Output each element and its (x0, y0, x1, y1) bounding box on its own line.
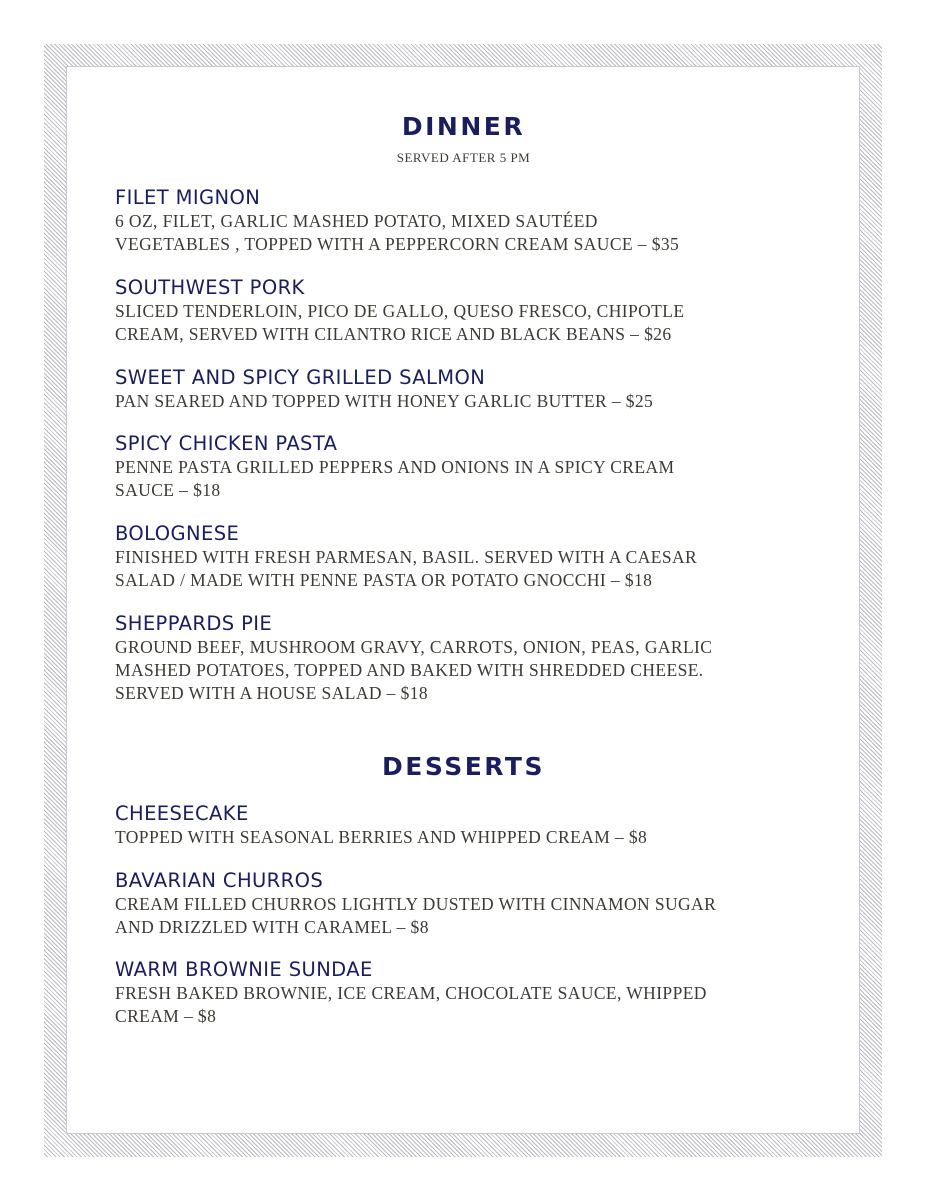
item-description: PENNE PASTA GRILLED PEPPERS AND ONIONS IN A SPICY CREAM SAUCE – $18 (115, 457, 675, 500)
menu-item-bolognese (115, 522, 815, 592)
item-name: FILET MIGNON (115, 186, 261, 209)
item-description: CREAM FILLED CHURROS LIGHTLY DUSTED WITH CINNAMON SUGAR AND DRIZZLED WITH CARAMEL – $8 (115, 894, 717, 937)
item-name: BAVARIAN CHURROS (115, 869, 324, 892)
desserts-heading: DESSERTS (382, 752, 545, 781)
menu-item-grilled-salmon (115, 366, 815, 413)
item-description: FRESH BAKED BROWNIE, ICE CREAM, CHOCOLATE SAUCE, WHIPPED CREAM – $8 (115, 983, 707, 1026)
item-name: SHEPPARDS PIE (115, 612, 273, 635)
item-name: WARM BROWNIE SUNDAE (115, 958, 373, 981)
item-name: SWEET AND SPICY GRILLED SALMON (115, 366, 486, 389)
item-description: TOPPED WITH SEASONAL BERRIES AND WHIPPED CREAM – $8 (115, 827, 648, 847)
item-description: GROUND BEEF, MUSHROOM GRAVY, CARROTS, ONION, PEAS, GARLIC MASHED POTATOES, TOPPED AND BAKED WITH SHREDDED CHEESE. SERVED WITH A HOUSE SALAD – $18 (115, 637, 713, 703)
menu-item-sheppards-pie (115, 612, 815, 705)
menu-item-cheesecake (115, 802, 815, 849)
menu-item-bavarian-churros (115, 869, 815, 939)
item-description: SLICED TENDERLOIN, PICO DE GALLO, QUESO FRESCO, CHIPOTLE CREAM, SERVED WITH CILANTRO RICE AND BLACK BEANS – $26 (115, 301, 685, 344)
item-description: 6 OZ, FILET, GARLIC MASHED POTATO, MIXED SAUTÉED VEGETABLES , TOPPED WITH A PEPPERCORN CREAM SAUCE – $35 (115, 211, 680, 254)
dinner-heading: DINNER (401, 112, 526, 141)
menu-item-southwest-pork (115, 276, 815, 346)
item-name: SPICY CHICKEN PASTA (115, 432, 338, 455)
menu-item-filet-mignon (115, 186, 815, 256)
item-description: FINISHED WITH FRESH PARMESAN, BASIL. SERVED WITH A CAESAR SALAD / MADE WITH PENNE PASTA OR POTATO GNOCCHI – $18 (115, 547, 698, 590)
menu-item-warm-brownie-sundae (115, 958, 815, 1028)
item-description: PAN SEARED AND TOPPED WITH HONEY GARLIC BUTTER – $25 (115, 391, 654, 411)
dinner-subtitle: SERVED AFTER 5 PM (396, 150, 531, 165)
item-name: CHEESECAKE (115, 802, 249, 825)
item-name: BOLOGNESE (115, 522, 240, 545)
item-name: SOUTHWEST PORK (115, 276, 305, 299)
menu-item-spicy-chicken-pasta (115, 432, 815, 502)
